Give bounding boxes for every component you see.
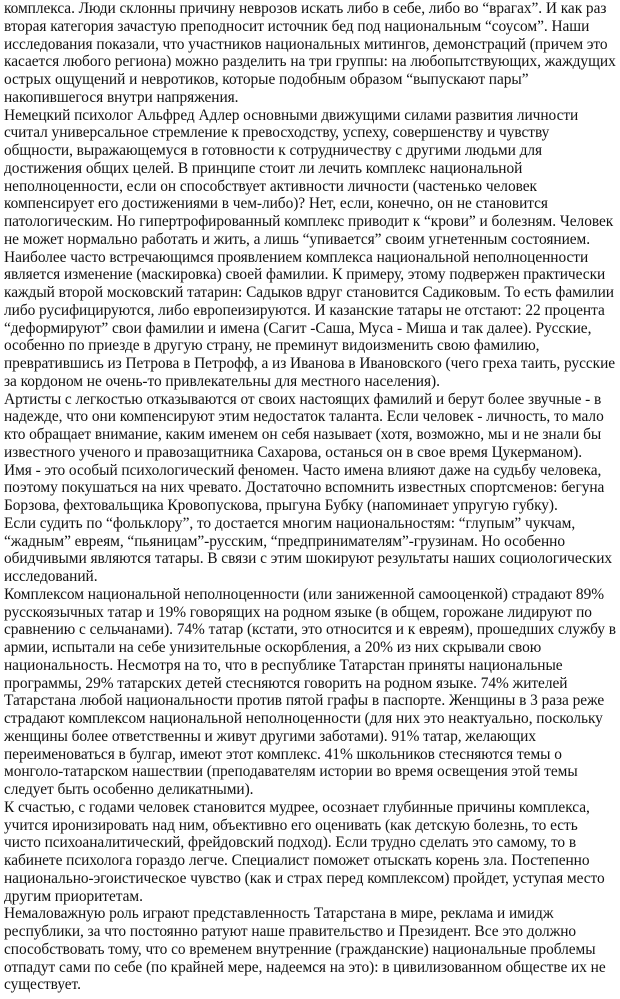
paragraph-tatarstan-image: Немаловажную роль играют представленность Татарстана в мире, реклама и имидж республики, за что постоянно ратуют наше правительство и Президент. Все это должно способствовать тому, что со временем внутренние (гражданские) национальные проблемы отпадут сами по себе (по крайней мере, надеемся на это): в цивилизованном обществе их не существует. [4,905,606,994]
paragraph-adler: Немецкий психолог Альфред Адлер основными движущими силами развития личности считал универсальное стремление к превосходству, успеху, совершенству и чувству общности, выражающемуся в готовности к сотрудничеству с другими людьми для достижения общих целей. В принципе стоит ли лечить комплекс национальной неполноценности, если он способствует активности личности (частенько человек компенсирует его достижениями в чем-либо)? Нет, если, конечно, он не становится патологическим. Но гипертрофированный комплекс приводит к “крови” и болезням. Человек не может нормально работать и жить, а лишь “упивается” своим угнетенным состоянием. [4,106,614,248]
paragraph-name-phenomenon: Имя - это особый психологический феномен. Часто имена влияют даже на судьбу человека, поэтому покушаться на них чревато. Достаточно вспомнить известных спортсменов: бегуна Борзова, фехтовальщика Кровопускова, прыгуна Бубку (напоминает упругую губку). [4,461,605,514]
paragraph-artists: Артисты с легкостью отказываются от своих настоящих фамилий и берут более звучные - в надежде, что они компенсируют этим недостаток таланта. Если человек - личность, то мало кто обращает внимание, каким именем он себя называет (хотя, возможно, мы и не знали бы известного ученого и правозащитника Сахарова, останься он в свое время Цукерманом). [4,390,604,461]
paragraph-wisdom: К счастью, с годами человек становится мудрее, осознает глубинные причины комплекса, учится иронизировать над ним, объективно его оценивать (как детскую болезнь, то есть чисто психоаналитический, фрейдовский подход). Если трудно сделать это самому, то в кабинете психолога гораздо легче. Специалист поможет отыскать корень зла. Постепенно национально-эгоистическое чувство (как и страх перед комплексом) пройдет, уступая место другим приоритетам. [4,798,605,905]
document-page [4,0,616,994]
paragraph-neuroses-enemies: комплекса. Люди склонны причину неврозов искать либо в себе, либо во “врагах”. И как раз вторая категория зачастую преподносит источник бед под национальным “соусом”. Наши исследования показали, что участников национальных митингов, демонстраций (причем это касается любого региона) можно разделить на три группы: на любопытствующих, жаждущих острых ощущений и невротиков, которые подобным образом “выпускают пары” накопившегося внутри напряжения. [4,0,616,106]
paragraph-surname-change: Наиболее часто встречающимся проявлением комплекса национальной неполноценности является изменение (маскировка) своей фамилии. К примеру, этому подвержен практически каждый второй московский татарин: Садыков вдруг становится Садиковым. То есть фамилии либо русифицируются, либо европеизируются. И казанские татары не отстают: 22 процента “деформируют” свои фамилии и имена (Сагит -Саша, Муса - Миша и так далее). Русские, особенно по приезде в другую страну, не преминут видоизменить свою фамилию, превратившись из Петрова в Петрофф, а из Иванова в Ивановского (чего греха таить, русские за кордоном не очень-то привлекательны для местного населения). [4,248,616,390]
paragraph-statistics: Комплексом национальной неполноценности (или заниженной самооценкой) страдают 89% русскоязычных татар и 19% говорящих на родном языке (в общем, горожане лидируют по сравнению с сельчанами). 74% татар (кстати, это относится и к евреям), прошедших службу в армии, испытали на себе унизительные оскорбления, а 20% из них скрывали свою национальность. Несмотря на то, что в республике Татарстан приняты национальные программы, 29% татарских детей стесняются говорить на родном языке. 74% жителей Татарстана любой национальности против пятой графы в паспорте. Женщины в 3 раза реже страдают комплексом национальной неполноценности (для них это неактуально, поскольку женщины более ответственны и живут другими заботами). 91% татар, желающих переименоваться в булгар, имеют этот комплекс. 41% школьников стесняются темы о монголо-татарском нашествии (преподавателям истории во время освещения этой темы следует быть особенно деликатными). [4,585,616,798]
paragraph-folklore: Если судить по “фольклору”, то достается многим национальностям: “глупым” чукчам, “жадным” евреям, “пьяницам”-русским, “предпринимателям”-грузинам. Но особенно обидчивыми являются татары. В связи с этим шокируют результаты наших социологических исследований. [4,514,613,585]
